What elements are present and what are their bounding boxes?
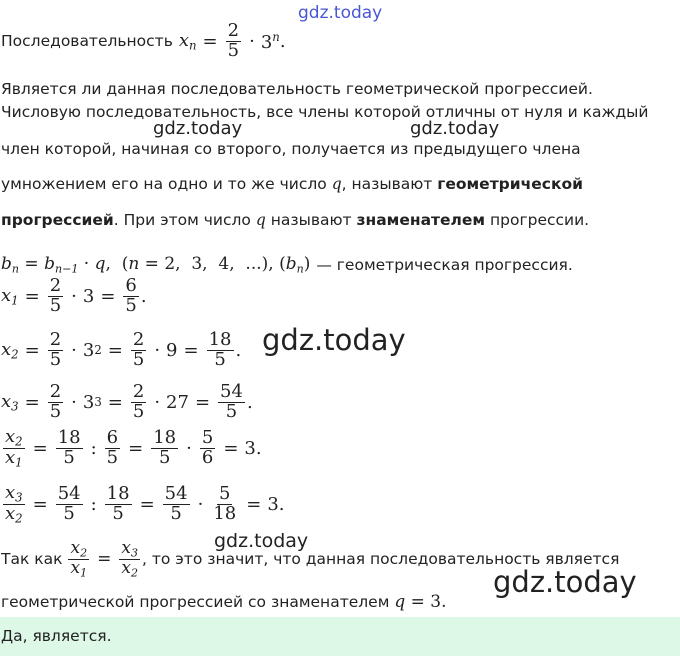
question-text: Является ли данная последовательность геометрической прогрессией. [1, 80, 593, 98]
watermark: gdz.today [493, 565, 637, 599]
definition-formula: $b_n = b_{n-1} \cdot q$, (n = 2, 3, 4, ...), $(b_n)$ — геометрическая прогрессия. [1, 254, 573, 276]
definition-line: член которой, начиная со второго, получается из предыдущего члена [1, 140, 581, 158]
watermark: gdz.today [298, 3, 383, 23]
watermark: gdz.today [214, 530, 309, 552]
definition-line: Числовую последовательность, все члены которой отличны от нуля и каждый [1, 103, 649, 121]
watermark: gdz.today [410, 118, 500, 139]
calc-x3: $x_3$ = $\frac{2}{5}$ · 3 3 = $\frac{2}{5}$ · 27 = $\frac{54}{5}$ . [1, 381, 253, 422]
definition-line: умножением его на одно и то же число q, называют геометрической [1, 175, 584, 193]
problem-statement: Последовательность $x_n$ = $\frac{2}{5}$ · 3$^n$ . [1, 20, 286, 61]
conclusion-line: геометрической прогрессией со знаменателем q = 3. [1, 592, 447, 612]
definition-line: прогрессией. При этом число q называют знаменателем прогрессии. [1, 211, 590, 229]
watermark: gdz.today [262, 323, 406, 357]
conclusion-line: Так как $\frac{x_2}{x_1}$ = $\frac{x_3}{x_2}$ , то это значит, что данная последовательность является [1, 538, 620, 580]
calc-ratio-x3-x2: $\frac{x_3}{x_2}$ = $\frac{54}{5}$ : $\frac{18}{5}$ = $\frac{54}{5}$ · $\frac{5}{18}$ = 3. [5, 482, 285, 526]
calc-ratio-x2-x1: $\frac{x_2}{x_1}$ = $\frac{18}{5}$ : $\frac{6}{5}$ = $\frac{18}{5}$ · $\frac{5}{6}$ = 3. [5, 426, 262, 470]
intro-text: Последовательность [1, 32, 173, 51]
watermark: gdz.today [153, 118, 243, 139]
answer-text: Да, является. [1, 627, 112, 645]
answer-box [0, 617, 680, 656]
calc-x1: $x_1$ = $\frac{2}{5}$ · 3 = $\frac{6}{5}$ . [1, 275, 147, 316]
calc-x2: $x_2$ = $\frac{2}{5}$ · 3 2 = $\frac{2}{5}$ · 9 = $\frac{18}{5}$ . [1, 329, 242, 370]
